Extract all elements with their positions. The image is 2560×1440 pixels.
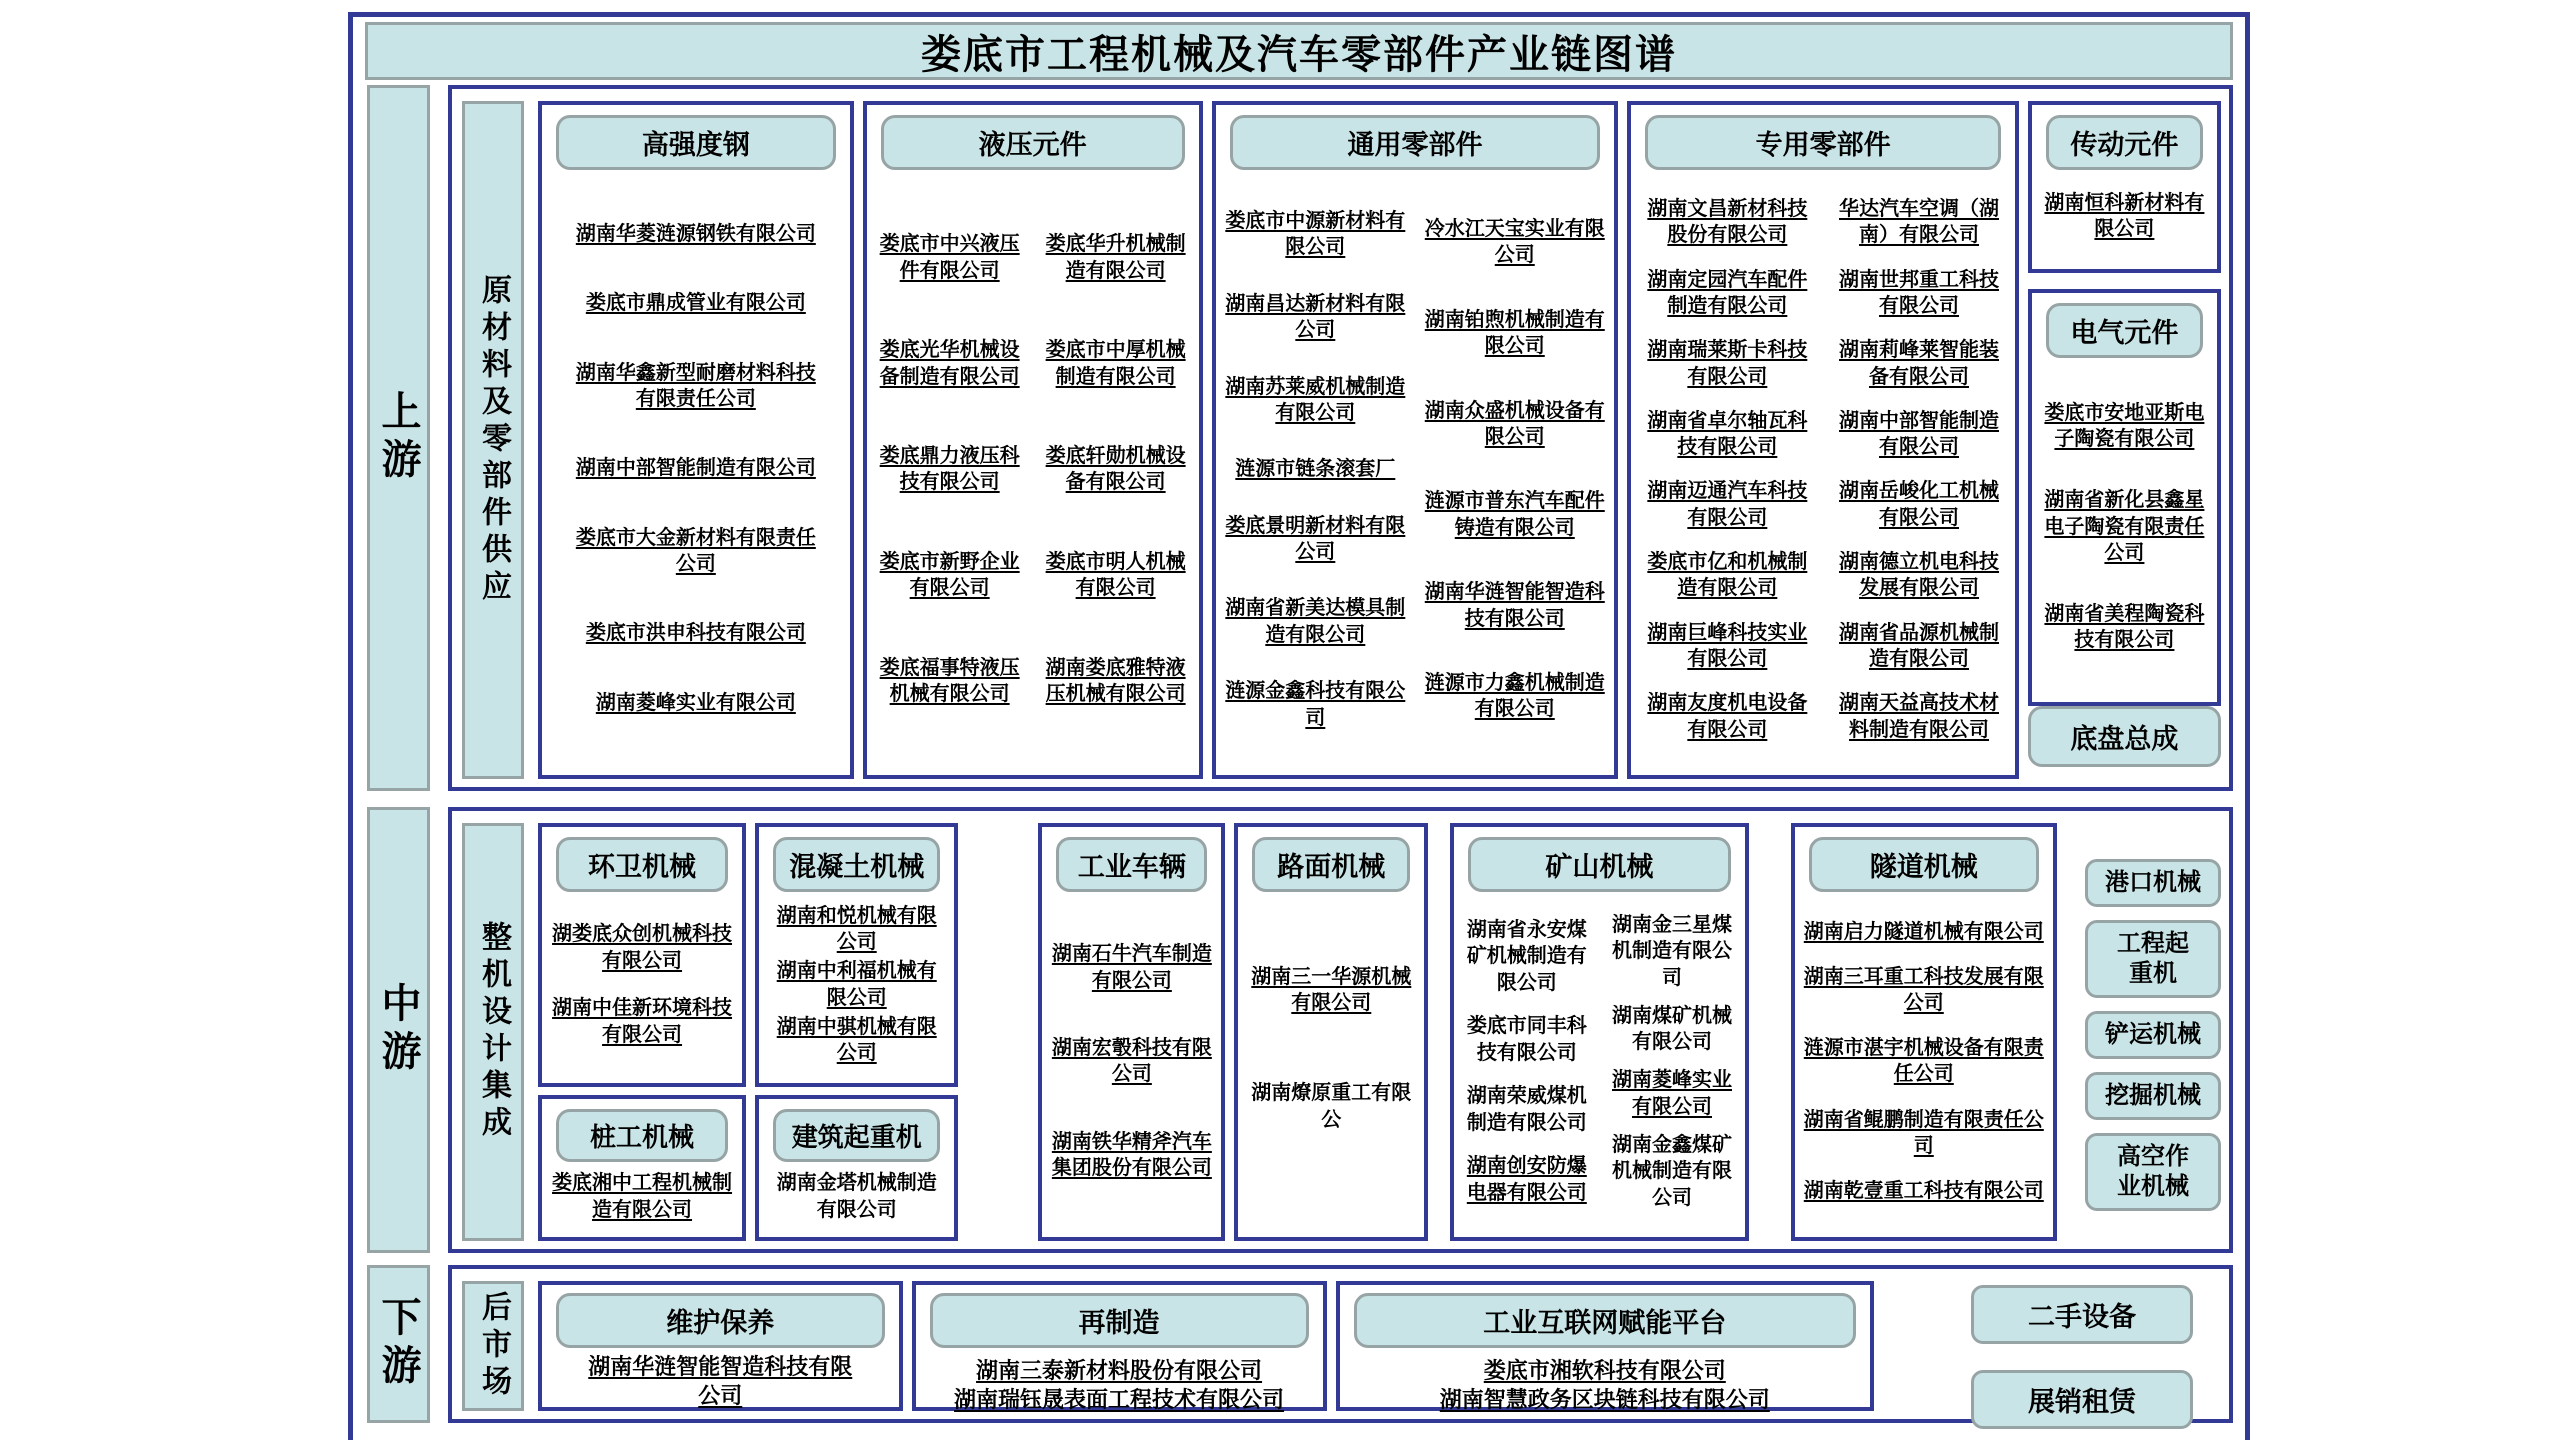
category-header-general-parts: 通用零部件 [1230, 115, 1601, 170]
company-link: 湖南煤矿机械有限公司 [1612, 1004, 1732, 1054]
midstream-side-categories [2085, 823, 2221, 1241]
midstream-row [367, 807, 2233, 1253]
company-link[interactable]: 娄底市新野企业有限公司 [879, 551, 1020, 600]
company-link: 湖南荣威煤机制造有限公司 [1466, 1085, 1587, 1134]
category-box-maintenance [538, 1281, 903, 1411]
company-link[interactable]: 湖南岳峻化工机械有限公司 [1839, 480, 2000, 529]
company-columns [1631, 170, 2014, 775]
company-link[interactable]: 湖南中部智能制造有限公司 [1839, 409, 2000, 459]
downstream-content [538, 1281, 2221, 1417]
company-link[interactable]: 娄底市鼎成管业有限公司 [585, 292, 806, 315]
company-link[interactable]: 湖南定园汽车配件制造有限公司 [1647, 268, 1808, 317]
upstream-row [367, 85, 2233, 791]
category-pill: 高空作业机械 [2085, 1133, 2221, 1211]
company-link[interactable]: 娄底市湘软科技有限公司 [1483, 1358, 1726, 1383]
category-box-industrial-internet-platform [1336, 1281, 1874, 1411]
downstream-row [367, 1265, 2233, 1423]
company-link[interactable]: 湖南菱峰实业有限公司 [595, 691, 796, 714]
company-link[interactable]: 娄底轩勋机械设备有限公司 [1045, 445, 1186, 494]
company-link[interactable]: 娄底市中源新材料有限公司 [1225, 209, 1406, 259]
company-link[interactable]: 湖南恒科新材料有限公司 [2044, 191, 2205, 241]
company-list [542, 170, 850, 775]
company-list [1042, 892, 1221, 1237]
category-header-electrical-components: 电气元件 [2046, 303, 2203, 358]
category-box-concrete-machinery [755, 823, 958, 1087]
category-box-tunnel-machinery [1791, 823, 2057, 1241]
category-box-electrical-components [2028, 289, 2221, 706]
company-link[interactable]: 娄底市亿和机械制造有限公司 [1647, 551, 1808, 600]
company-link[interactable]: 湖南启力隧道机械有限公司 [1803, 920, 2044, 943]
category-header-piling-machinery: 桩工机械 [556, 1109, 728, 1162]
category-header-sanitation-machinery: 环卫机械 [556, 837, 728, 892]
stage-label-text: 下游 [376, 1296, 421, 1392]
company-link[interactable]: 湖南友度机电设备有限公司 [1647, 692, 1808, 741]
company-link[interactable]: 湖娄底众创机械科技有限公司 [552, 923, 733, 972]
category-box-sanitation-machinery [538, 823, 746, 1087]
company-link[interactable]: 娄底市中兴液压件有限公司 [879, 233, 1020, 282]
category-pill-secondhand-equipment: 二手设备 [1971, 1285, 2193, 1344]
stage-label-midstream [367, 807, 430, 1253]
category-header-tunnel-machinery: 隧道机械 [1809, 837, 2039, 892]
upstream-content [538, 101, 2221, 779]
midstream-column-1 [538, 823, 746, 1241]
midstream-category-label [462, 823, 524, 1241]
company-list [1795, 892, 2053, 1237]
company-list-left [1631, 170, 1823, 775]
company-link[interactable]: 湖南智慧政务区块链科技有限公司 [1439, 1387, 1770, 1413]
company-link[interactable]: 娄底市明人机械有限公司 [1045, 551, 1186, 600]
company-link[interactable]: 娄底市洪申科技有限公司 [585, 622, 806, 645]
company-link[interactable]: 湖南中利福机械有限公司 [776, 960, 937, 1009]
company-link[interactable]: 湖南省卓尔轴瓦科技有限公司 [1647, 409, 1808, 459]
stage-label-downstream [367, 1265, 430, 1423]
category-box-construction-crane [755, 1095, 958, 1241]
company-link[interactable]: 涟源市链条滚套厂 [1235, 458, 1396, 481]
company-link[interactable]: 湖南宏彀科技有限公司 [1051, 1037, 1212, 1086]
company-list-left [1216, 170, 1415, 775]
company-list-left [867, 170, 1033, 775]
company-link[interactable]: 娄底湘中工程机械制造有限公司 [552, 1172, 733, 1221]
category-box-piling-machinery [538, 1095, 746, 1241]
company-link[interactable]: 湖南迈通汽车科技有限公司 [1647, 480, 1808, 529]
category-box-remanufacturing [912, 1281, 1327, 1411]
category-header-transmission-components: 传动元件 [2046, 115, 2203, 170]
company-link[interactable]: 湖南娄底雅特液压机械有限公司 [1045, 656, 1186, 706]
category-box-general-parts [1212, 101, 1619, 779]
company-list [2032, 358, 2217, 702]
company-link[interactable]: 湖南和悦机械有限公司 [776, 904, 937, 954]
company-link[interactable]: 娄底福事特液压机械有限公司 [879, 656, 1020, 706]
company-list [1238, 892, 1424, 1237]
company-link[interactable]: 涟源市普东汽车配件铸造有限公司 [1424, 490, 1605, 539]
stage-label-upstream [367, 85, 430, 791]
company-link[interactable]: 湖南三耳重工科技发展有限公司 [1803, 965, 2044, 1015]
company-list [759, 1162, 954, 1237]
company-link[interactable]: 湖南铂煦机械制造有限公司 [1424, 308, 1605, 358]
company-link[interactable]: 涟源金鑫科技有限公司 [1225, 680, 1406, 729]
stage-label-text: 上游 [376, 390, 421, 486]
category-header-construction-crane: 建筑起重机 [773, 1109, 940, 1162]
company-list-left [1454, 892, 1599, 1237]
company-link[interactable]: 华达汽车空调（湖南）有限公司 [1839, 197, 2000, 247]
company-link[interactable]: 湖南三一华源机械有限公司 [1251, 965, 1412, 1015]
company-list-right [1823, 170, 2015, 775]
company-link[interactable]: 湖南中佳新环境科技有限公司 [552, 997, 733, 1046]
company-link[interactable]: 湖南省美程陶瓷科技有限公司 [2044, 602, 2205, 652]
company-link[interactable]: 湖南省鲲鹏制造有限责任公司 [1803, 1108, 2044, 1157]
company-link[interactable]: 冷水江天宝实业有限公司 [1424, 218, 1605, 267]
upstream-category-label [462, 101, 524, 779]
company-link[interactable]: 湖南省新化县鑫星电子陶瓷有限责任公司 [2044, 489, 2205, 565]
stage-label-text: 中游 [376, 982, 421, 1078]
company-link[interactable]: 湖南德立机电科技发展有限公司 [1839, 551, 2000, 600]
company-link[interactable]: 湖南华涟智能智造科技有限公司 [1424, 581, 1605, 630]
company-list-right [1415, 170, 1614, 775]
company-link[interactable]: 湖南瑞钰晟表面工程技术有限公司 [954, 1387, 1285, 1413]
category-box-special-parts [1627, 101, 2018, 779]
company-list [542, 892, 742, 1083]
category-box-hydraulic-components [863, 101, 1203, 779]
category-box-high-strength-steel [538, 101, 854, 779]
category-box-mining-machinery [1450, 823, 1748, 1241]
category-header-special-parts: 专用零部件 [1645, 115, 2000, 170]
upstream-category-label-text: 原材料及零部件供应 [477, 273, 510, 607]
category-header-industrial-internet-platform: 工业互联网赋能平台 [1354, 1293, 1856, 1348]
midstream-container [448, 807, 2233, 1253]
upstream-container [448, 85, 2233, 791]
category-header-mining-machinery: 矿山机械 [1468, 837, 1730, 892]
category-header-chassis-assembly: 底盘总成 [2028, 706, 2221, 767]
company-link: 湖南金鑫煤矿机械制造有限公司 [1612, 1133, 1732, 1209]
category-header-high-strength-steel: 高强度钢 [556, 115, 836, 170]
company-link[interactable]: 娄底市安地亚斯电子陶瓷有限公司 [2044, 402, 2205, 451]
category-header-remanufacturing: 再制造 [930, 1293, 1309, 1348]
company-list [2032, 170, 2217, 269]
company-link[interactable]: 湖南昌达新材料有限公司 [1225, 292, 1406, 342]
diagram-title: 娄底市工程机械及汽车零部件产业链图谱 [365, 22, 2233, 80]
company-link[interactable]: 湖南苏莱威机械制造有限公司 [1225, 375, 1406, 424]
company-link[interactable]: 涟源市湛宇机械设备有限责任公司 [1803, 1037, 2044, 1086]
company-link[interactable]: 湖南文昌新材科技股份有限公司 [1647, 197, 1808, 247]
company-link: 湖南金塔机械制造有限公司 [776, 1172, 937, 1221]
midstream-content [538, 823, 2221, 1241]
company-link: 湖南省永安煤矿机械制造有限公司 [1466, 919, 1587, 994]
company-list [759, 892, 954, 1083]
category-header-concrete-machinery: 混凝土机械 [773, 837, 940, 892]
category-header-maintenance: 维护保养 [556, 1293, 885, 1348]
company-link[interactable]: 湖南天益高技术材料制造有限公司 [1839, 692, 2000, 741]
company-link[interactable]: 湖南华涟智能智造科技有限公司 [588, 1354, 853, 1409]
company-link[interactable]: 涟源市力鑫机械制造有限公司 [1424, 672, 1605, 721]
company-link[interactable]: 湖南世邦重工科技有限公司 [1839, 268, 2000, 317]
company-list-right [1033, 170, 1199, 775]
company-link[interactable]: 湖南石牛汽车制造有限公司 [1051, 943, 1212, 992]
company-list [542, 1162, 742, 1237]
category-header-industrial-vehicles: 工业车辆 [1056, 837, 1207, 892]
company-columns [1454, 892, 1744, 1237]
company-link[interactable]: 娄底光华机械设备制造有限公司 [879, 339, 1020, 388]
company-link[interactable]: 湖南乾壹重工科技有限公司 [1803, 1179, 2044, 1202]
category-header-road-machinery: 路面机械 [1252, 837, 1410, 892]
company-link[interactable]: 娄底市中厚机械制造有限公司 [1045, 339, 1186, 388]
company-link[interactable]: 湖南众盛机械设备有限公司 [1424, 399, 1605, 449]
downstream-container [448, 1265, 2233, 1423]
company-link[interactable]: 娄底鼎力液压科技有限公司 [879, 445, 1020, 494]
company-link[interactable]: 湖南莉峰莱智能装备有限公司 [1839, 339, 2000, 388]
company-list [542, 1348, 899, 1422]
category-box-road-machinery [1234, 823, 1428, 1241]
company-link[interactable]: 湖南华菱涟源钢铁有限公司 [575, 222, 816, 245]
upstream-right-column [2028, 101, 2221, 779]
company-list-right [1599, 892, 1744, 1237]
category-header-hydraulic-components: 液压元件 [881, 115, 1185, 170]
company-columns [867, 170, 1199, 775]
company-link[interactable]: 湖南瑞莱斯卡科技有限公司 [1647, 339, 1808, 388]
downstream-category-label [462, 1281, 524, 1411]
company-link[interactable]: 湖南铁华精斧汽车集团股份有限公司 [1051, 1131, 1212, 1180]
category-pill: 铲运机械 [2085, 1011, 2221, 1059]
company-columns [1216, 170, 1615, 775]
company-list [1340, 1348, 1870, 1428]
company-link: 湖南燎原重工有限公 [1251, 1082, 1412, 1131]
category-box-industrial-vehicles [1038, 823, 1225, 1241]
company-link[interactable]: 娄底景明新材料有限公司 [1225, 514, 1406, 564]
company-link[interactable]: 湖南省品源机械制造有限公司 [1839, 621, 2000, 671]
downstream-category-label-text: 后市场 [477, 1290, 510, 1402]
company-link[interactable]: 湖南巨峰科技实业有限公司 [1647, 621, 1808, 671]
company-link: 湖南金三星煤机制造有限公司 [1612, 913, 1732, 989]
company-link[interactable]: 湖南华鑫新型耐磨材料科技有限责任公司 [575, 361, 816, 410]
company-link: 娄底市同丰科技有限公司 [1466, 1015, 1587, 1064]
company-link[interactable]: 湖南创安防爆电器有限公司 [1466, 1155, 1587, 1204]
diagram-frame [348, 12, 2250, 1440]
company-link[interactable]: 湖南中部智能制造有限公司 [575, 457, 816, 480]
company-list [916, 1348, 1323, 1428]
category-pill: 挖掘机械 [2085, 1072, 2221, 1120]
category-pill: 工程起重机 [2085, 920, 2221, 998]
midstream-category-label-text: 整机设计集成 [477, 921, 510, 1143]
downstream-side-categories [1971, 1281, 2193, 1417]
category-box-transmission-components [2028, 101, 2221, 273]
midstream-column-2 [755, 823, 958, 1241]
company-link[interactable]: 娄底市大金新材料有限责任公司 [575, 526, 816, 575]
company-link[interactable]: 湖南省新美达模具制造有限公司 [1225, 597, 1406, 646]
company-link[interactable]: 湖南三泰新材料股份有限公司 [976, 1358, 1263, 1383]
category-pill-exhibition-leasing: 展销租赁 [1971, 1370, 2193, 1429]
company-link[interactable]: 湖南菱峰实业有限公司 [1612, 1069, 1732, 1118]
category-pill: 港口机械 [2085, 859, 2221, 907]
company-link[interactable]: 湖南中骐机械有限公司 [776, 1015, 937, 1065]
company-link[interactable]: 娄底华升机械制造有限公司 [1045, 233, 1186, 282]
